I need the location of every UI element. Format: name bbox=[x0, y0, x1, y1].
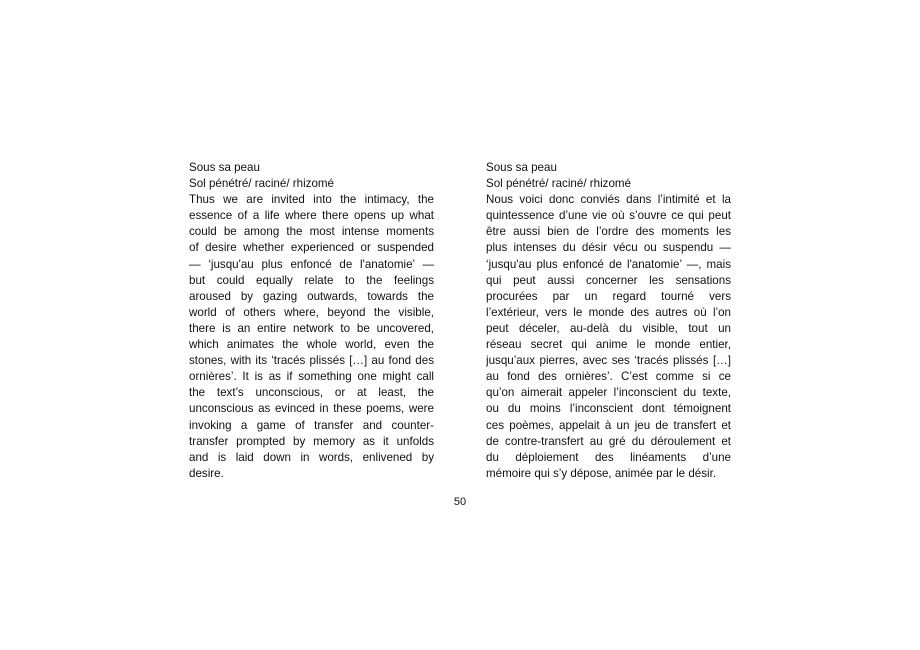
text-line: Nous voici donc conviés dans l’intimité et la bbox=[486, 193, 731, 207]
text-line: jusqu’aux pierres, avec ses ‘tracés plissés […] bbox=[486, 354, 731, 368]
text-line: of desire whether experienced or suspended bbox=[189, 241, 434, 255]
text-line: du déploiement des linéaments d’une bbox=[486, 450, 731, 464]
text-line: ces poèmes, appelait à un jeu de transfert et bbox=[486, 418, 731, 432]
text-line: mémoire qui s’y dépose, animée par le désir. bbox=[486, 466, 717, 480]
text-line: — ‘jusqu'au plus enfoncé de l'anatomie’ — bbox=[189, 257, 434, 271]
french-column bbox=[486, 160, 731, 482]
text-line: transfer prompted by memory as it unfolds bbox=[189, 434, 434, 448]
text-line: which animates the whole world, even the bbox=[189, 338, 434, 352]
text-line: au fond des ornières’. C’est comme si ce bbox=[486, 370, 731, 384]
text-line: peut déceler, au-delà du visible, tout un bbox=[486, 321, 731, 335]
text-line: the text’s unconscious, or at least, the bbox=[189, 386, 434, 400]
text-line: essence of a life where there opens up what bbox=[189, 209, 434, 223]
text-line: world of others where, beyond the visible, bbox=[189, 305, 434, 319]
text-line: unconscious as evinced in these poems, were bbox=[189, 402, 434, 416]
text-line: ou du moins l’inconscient dont témoignent bbox=[486, 402, 731, 416]
text-line: plus intenses du désir vécu ou suspendu — bbox=[486, 241, 731, 255]
section-subtitle: Sol pénétré/ raciné/ rhizomé bbox=[189, 177, 334, 191]
text-line: but could equally relate to the feelings bbox=[189, 273, 434, 287]
text-line: desire. bbox=[189, 466, 224, 480]
text-line: de contre-transfert au gré du déroulement et bbox=[486, 434, 731, 448]
text-line: aroused by gazing outwards, towards the bbox=[189, 289, 434, 303]
text-line: there is an entire network to be uncovered, bbox=[189, 321, 434, 335]
text-line: ornières’. It is as if something one might call bbox=[189, 370, 434, 384]
section-subtitle: Sol pénétré/ raciné/ rhizomé bbox=[486, 177, 631, 191]
text-line: qu’on aimerait appeler l’inconscient du texte, bbox=[486, 386, 731, 400]
text-line: and is laid down in words, enlivened by bbox=[189, 450, 434, 464]
text-line: stones, with its ‘tracés plissés […] au fond des bbox=[189, 354, 434, 368]
text-line: qui peut aussi concerner les sensations bbox=[486, 273, 731, 287]
page-number: 50 bbox=[453, 496, 467, 508]
english-column bbox=[189, 160, 434, 482]
section-title: Sous sa peau bbox=[486, 161, 557, 174]
text-line: procurées par un regard tourné vers bbox=[486, 289, 731, 303]
text-line: ‘jusqu'au plus enfoncé de l'anatomie’ —, mais bbox=[486, 257, 731, 271]
text-line: could be among the most intense moments bbox=[189, 225, 434, 239]
text-line: l’extérieur, vers le monde des autres où l’on bbox=[486, 305, 731, 319]
text-line: réseau secret qui anime le monde entier, bbox=[486, 338, 731, 352]
text-line: Thus we are invited into the intimacy, the bbox=[189, 193, 434, 207]
text-line: être aussi bien de l’ordre des moments les bbox=[486, 225, 731, 239]
text-line: invoking a game of transfer and counter- bbox=[189, 418, 434, 432]
section-title: Sous sa peau bbox=[189, 161, 260, 174]
text-line: quintessence d’une vie où s’ouvre ce qui peut bbox=[486, 209, 731, 223]
